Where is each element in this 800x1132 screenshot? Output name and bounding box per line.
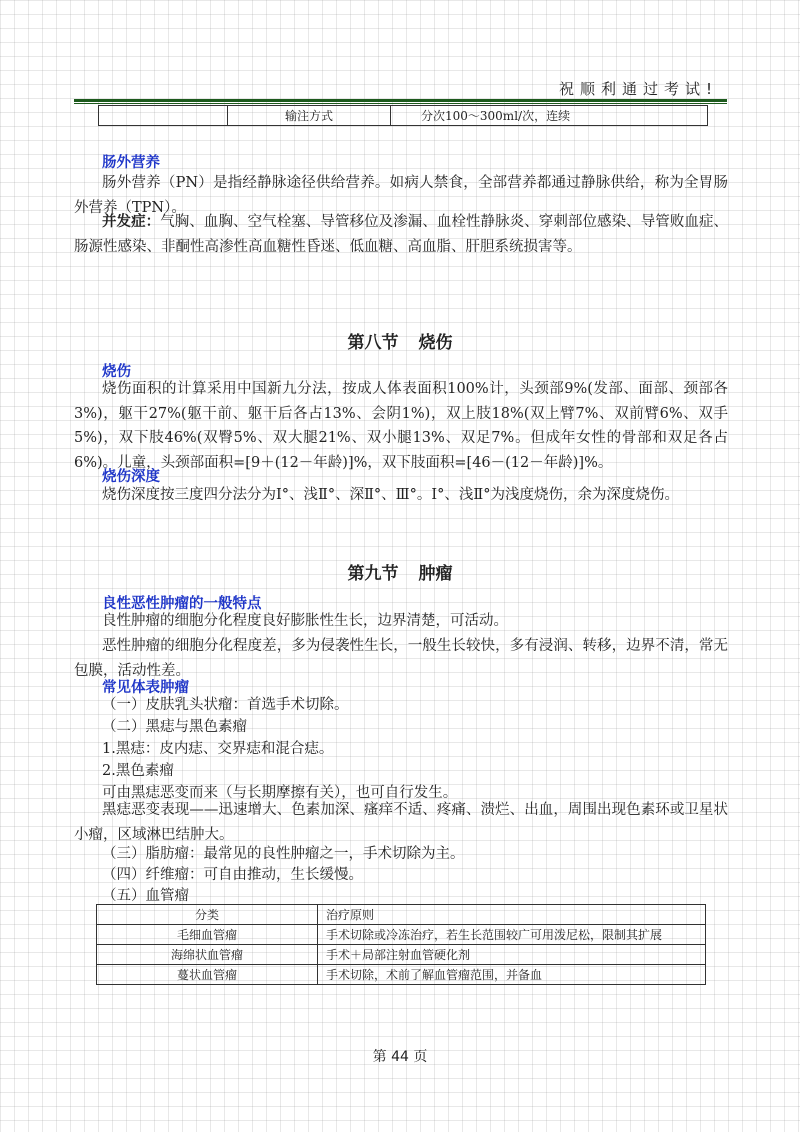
surface-tumor-heading: 常见体表肿瘤 [102,680,189,696]
tumor-general-heading: 良性恶性肿瘤的一般特点 [102,596,262,612]
item-mole-melanoma: （二）黑痣与黑色素瘤 [102,719,247,735]
table-header-row [97,905,706,925]
header-rule [74,99,727,102]
table-cell: 海绵状血管瘤 [97,945,318,965]
mole-types: 1.黑痣：皮内痣、交界痣和混合痣。 [102,741,334,757]
header-motto: 祝顺利通过考试! [558,80,718,98]
table-header-cell: 分类 [97,905,318,925]
melanoma-heading: 2.黑色素瘤 [102,763,174,779]
header-rule-thin [74,103,727,104]
item-lipoma: （三）脂肪瘤：最常见的良性肿瘤之一，手术切除为主。 [102,846,465,862]
table-cell-value: 分次100～300ml/次，连续 [391,106,708,126]
pn-paragraph: 肠外营养（PN）是指经静脉途径供给营养。如病人禁食，全部营养都通过静脉供给，称为全胃肠外营养（TPN）。 [74,175,728,216]
table-row [97,965,706,985]
table-row [99,106,708,126]
pn-complications [74,210,728,259]
table-cell-empty [99,106,228,126]
malignant-paragraph: 恶性肿瘤的细胞分化程度差，多为侵袭性生长，一般生长较快，多有浸润、转移，边界不清，常无包膜，活动性差。 [74,638,728,679]
table-header-cell: 治疗原则 [318,905,706,925]
complication-label: 并发症： [102,214,161,230]
benign-paragraph: 良性肿瘤的细胞分化程度良好膨胀性生长，边界清楚，可活动。 [102,613,508,629]
page-number: 第 44 页 [372,1049,428,1065]
table-row [97,945,706,965]
burn-paragraph: 烧伤面积的计算采用中国新九分法，按成人体表面积100%计，头颈部9%(发部、面部、颈部各3%)，躯干27%(躯干前、躯干后各占13%、会阴1%)，双上肢18%(双上臂7%、双前臂6%、双手5%)，双下肢46%(双臀5%、双大腿21%、双小腿13%、双足7%。但成年女性的骨部和双足各占6%)。儿童，头颈部面积=[9＋(12－年龄)]%，双下肢面积=[46－(12－年龄)]%。 [74,381,728,471]
table-cell: 蔓状血管瘤 [97,965,318,985]
pn-heading: 肠外营养 [102,155,160,171]
burn-heading: 烧伤 [102,364,131,380]
burn-depth-heading: 烧伤深度 [102,469,160,485]
table-cell: 手术＋局部注射血管硬化剂 [318,945,706,965]
hemangioma-table [96,904,706,985]
table-cell: 手术切除，术前了解血管瘤范围，并备血 [318,965,706,985]
complication-text: 气胸、血胸、空气栓塞、导管移位及渗漏、血栓性静脉炎、穿刺部位感染、导管败血症、肠源性感染、非酮性高渗性高血糖性昏迷、低血糖、高血脂、肝胆系统损害等。 [74,214,729,255]
table-cell: 毛细血管瘤 [97,925,318,945]
table-row [97,925,706,945]
melanoma-origin: 可由黑痣恶变而来（与长期摩擦有关），也可自行发生。 [102,785,458,801]
burn-depth-paragraph: 烧伤深度按三度四分法分为Ⅰ°、浅Ⅱ°、深Ⅱ°、Ⅲ°。Ⅰ°、浅Ⅱ°为浅度烧伤，余为深度烧伤。 [102,487,680,503]
item-fibroma: （四）纤维瘤：可自由推动，生长缓慢。 [102,867,363,883]
infusion-table [98,105,708,126]
section-8-title: 第八节 烧伤 [347,333,453,353]
table-cell: 手术切除或冷冻治疗，若生长范围较广可用泼尼松，限制其扩展 [318,925,706,945]
melanoma-signs: 黑痣恶变表现——迅速增大、色素加深、瘙痒不适、疼痛、溃烂、出血，周围出现色素环或卫星状小瘤，区域淋巴结肿大。 [74,802,728,843]
item-papilloma: （一）皮肤乳头状瘤：首选手术切除。 [102,697,349,713]
section-9-title: 第九节 肿瘤 [347,564,453,584]
item-hemangioma: （五）血管瘤 [102,888,189,904]
table-cell-label: 输注方式 [228,106,391,126]
